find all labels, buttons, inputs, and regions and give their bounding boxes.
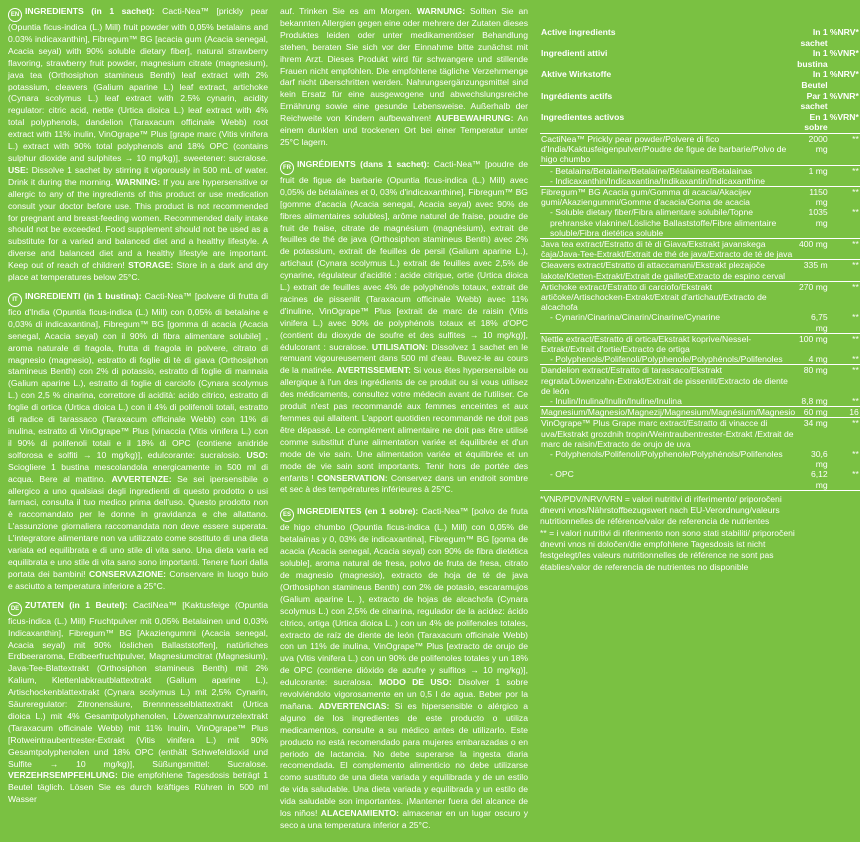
ingredient-nrv: ** [852, 186, 859, 197]
ingredient-name-text: Polyphenols/Polifenoli/Polyphenole/Polyphénols/Polifenoles [555, 354, 783, 365]
header-name: Active ingredients [541, 27, 616, 37]
header-row [540, 69, 860, 90]
ingredient-name: CactiNea™ Prickly pear powder/Polvere di fico d'India/Kaktusfeigenpulver/Poudre de figue de barbarie/Polvo de higo chumbo [540, 133, 796, 165]
ingredients-text: Cacti-Nea™ [polvo de fruta de higo chumbo (Opuntia ficus-indica (L.) Mill) con 0,05% de betalaínas y 0, 03% de indicaxantina], Fibregum™ BG [goma de acacia (Acacia senegal, Acacia seyal) con 90% de fibra dietética soluble], aroma natural de fresa, polvo de fruta de fresa, citrato de magnesio (magnesio), extracto de hoja de té de java (Orthosiphon stamineus Benth) con 2% de potasio, escaramujos (Galium aparine L. ), extracto de hojas de alcachofa (Cynara scolymus L.) con 2,5% de cinarina, regulador de la acidez: ácido cítrico, ortiga (Urtica dioica L. ) con un 4% de polifenoles totales, extracto de raíz de diente de león (Taraxacum officinale Webb) con un 11% de inulina, VinOgrape™ Plus [extracto de orujo de uva (Vitis vinifera L.) con un 90% de polifenoles totales y un 18% de OPC (contiene dióxido de azufre y sulfitos → 10 mg/kg)], edulcorante: sucralosa. [280, 506, 529, 688]
ingredient-amount [796, 176, 829, 187]
header-nrv: %NRV* [829, 69, 859, 80]
storage-text: Conservare in luogo buio e asciutto a temperatura inferiore a 25°C. [8, 568, 268, 591]
ingredient-name: Nettle extract/Estratto di ortica/Ekstrakt koprive/Nessel-Extrakt/Extrait d'ortie/Extracto de ortiga [541, 333, 752, 354]
table-subrow [540, 469, 860, 490]
ingredients-heading: INGREDIENTS (in 1 sachet): [25, 6, 155, 16]
table-row [540, 333, 860, 354]
use-label: USE: [8, 164, 29, 175]
ingredients-text: Cacti-Nea™ [polvere di frutta di fico d'India (Opuntia ficus-indica (L.) Mill) con 0,05% di betalaine e 0,03% di indicaxantina], Fibregum™ BG [gomma di acacia (Acacia senegal, Acacia seyal) con il 90% di fibra alimentare solubile] , aroma naturale di fragola, frutta di fragola in polvere, citrato di magnesio (magnesio), estratto di foglie di tè di giava (Orthosiphon stamineus Benth) con 2% di potassio, estratto di foglie di mannaia (Galium aparine L.), estratto di foglie di carciofo (Cynara scolymus L.) con 2,5 % cinarina, correttore di acidità: acido citrico, estratto di foglie di ortica (Urtica dioica L.) con il 4% di polifenoli totali, estratto di radice di tarassaco (Taraxacum officinale Webb) con 11% di inulina, estratto di VinOgrape™ Plus [vinaccia (Vitis vinifera L.) con il 90% di polifenoli totali e il 18% di OPC (contiene anidride solforosa e solfiti → 10 mg/kg)], edulcorante: sucralosio. [8, 290, 268, 460]
ingredient-nrv: ** [829, 238, 860, 259]
header-amount: En 1 sobre [796, 112, 829, 134]
ingredient-name-text: Inulin/Inulina/Inulin/Inuline/Inulina [555, 396, 682, 407]
use-text: Sciogliere 1 bustina mescolandola energicamente in 500 ml di acqua. Bere al mattino. [8, 461, 268, 484]
column-middle [280, 6, 528, 842]
table-row [540, 407, 860, 418]
ingredient-nrv: ** [829, 354, 860, 365]
storage-label: AUFBEWAHRUNG: [435, 113, 514, 124]
ingredient-amount: 30,6 mg [810, 449, 828, 470]
section-french [280, 159, 528, 496]
column-left [8, 6, 268, 813]
table-header [540, 27, 860, 133]
warning-label: WARNUNG: [416, 6, 466, 16]
column-right [540, 27, 859, 573]
ingredients-heading: INGREDIENTES (en 1 sobre): [297, 506, 419, 517]
ingredient-name-text: Polyphenols/Polifenoli/Polyphenole/Polyphénols/Polifenoles [555, 449, 783, 460]
ingredient-amount: 100 mg [799, 333, 828, 344]
table-row [540, 365, 860, 396]
ingredient-nrv: ** [829, 312, 860, 333]
ingredient-nrv: ** [829, 469, 860, 490]
use-text: Disolver 1 sobre revolviéndolo vigorosamente en un 0,5 l de agua. Beber por la mañana. [280, 677, 529, 711]
header-row [540, 48, 860, 69]
warning-label: AVVERTENZE: [111, 473, 172, 484]
ingredient-name [540, 207, 796, 238]
language-badge-es: ES [280, 508, 294, 522]
table-row [540, 133, 860, 165]
section-spanish [280, 506, 528, 832]
header-nrv: %VNR* [829, 90, 859, 101]
table-row [540, 418, 860, 449]
warning-text: Si vous êtes hypersensible ou allergique à l'un des ingrédients de ce produit ou si vous utilisez des médicaments, consultez votre médecin avant de l'utiliser. Ce produit n'est pas recommandé aux femmes enceintes et aux femmes qui allaitent. L'apport quotidien recommandé ne doit pas être dépassé. Le complément alimentaire ne doit pas être utilisé comme substitut d'une alimentation variée et équilibrée et d'un mode de vie sain. Une alimentation variée et équilibrée et un mode de vie sain sont importants. Tenir hors de portée des enfants ! [280, 365, 529, 483]
footnotes [540, 494, 795, 573]
ingredient-name-text: OPC [555, 469, 574, 480]
use-text: Die empfohlene Tagesdosis beträgt 1 Beutel täglich. Lösen Sie es durch kräftiges Rühren in 500 ml Wasser [8, 770, 268, 805]
table-row [540, 186, 860, 207]
table-body [540, 133, 860, 490]
storage-label: CONSERVATION: [317, 472, 388, 483]
ingredient-name: Fibregum™ BG Acacia gum/Gomma di acacia/Akacijev gumi/Akaziengummi/Gomme d'acacia/Goma de acacia [541, 186, 752, 208]
table-subrow [540, 312, 860, 333]
ingredient-name [540, 312, 796, 333]
table-subrow [540, 176, 860, 187]
table-row [540, 238, 860, 259]
warning-label: WARNING: [115, 176, 161, 187]
header-name: Ingredientes activos [540, 112, 796, 134]
language-badge-it: IT [8, 293, 22, 307]
dash-icon: - [550, 469, 556, 480]
table-subrow [540, 354, 860, 365]
ingredient-amount: 335 m [796, 260, 829, 281]
language-badge-en: EN [8, 8, 22, 22]
table-row [540, 281, 860, 312]
dash-icon: - [550, 449, 556, 460]
ingredient-name [540, 449, 796, 469]
use-text-continued: auf. Trinken Sie es am Morgen. [280, 6, 417, 16]
ingredients-heading: ZUTATEN (in 1 Beutel): [25, 599, 128, 610]
use-label: UTILISATION: [371, 341, 428, 352]
use-text: Dissolve 1 sachet by stirring it vigorously in 500 mL of water. Drink it during the morning. [8, 164, 268, 187]
header-nrv: %VNR* [829, 48, 859, 59]
ingredient-name-text: Indicaxanthin/Indicaxantina/Indikaxantin/Indicaxanthine [555, 175, 765, 186]
ingredient-amount: 80 mg [803, 365, 828, 376]
header-amount: In 1 sachet [800, 27, 828, 48]
header-nrv: %VRN* [829, 112, 860, 134]
storage-label: STORAGE: [128, 260, 174, 271]
use-text: Dissolvez 1 sachet en le remuant vigoureusement dans 500 ml d'eau. Buvez-le au cours de la matinée. [280, 341, 528, 376]
ingredient-nrv: ** [829, 133, 860, 165]
storage-text: almacenar en un lugar oscuro y seco a una temperatura inferior a 25°C. [280, 808, 528, 830]
ingredient-nrv: 16 [829, 407, 860, 418]
storage-text: Conservez dans un endroit sombre et sec à des températures inférieures à 25°C. [280, 472, 529, 495]
table-subrow [540, 207, 860, 238]
ingredient-amount: 60 mg [796, 407, 829, 418]
header-amount: Par 1 sachet [800, 90, 828, 112]
warning-label: ADVERTENCIAS: [318, 700, 390, 711]
section-german-continued [280, 6, 528, 149]
active-ingredients-table [540, 27, 860, 491]
ingredient-name: Dandelion extract/Estratto di tarassaco/Ekstrakt regrata/Löwenzahn-Extrakt/Extrait de pissenlit/Extracto de diente de león [541, 365, 788, 396]
ingredient-nrv: ** [829, 396, 860, 407]
language-badge-de: DE [8, 602, 22, 616]
footnote-no-nrv: ** = i valori nutritivi di riferimento non sono stati stabiliti/ priporočeni dnevni vnos ni določen/die empfohlene Tagesdosis ist nicht festgelegt/les valeurs nutritionnelles de référence ne sont pas établies/valor de referencia de nutrientes no disponible [540, 527, 795, 572]
ingredient-name: Magnesium/Magnesio/Magnezij/Magnesium/Magnésium/Magnesio [541, 407, 796, 418]
ingredients-heading: INGREDIENTI (in 1 bustina): [25, 290, 142, 301]
ingredient-nrv: ** [852, 165, 859, 176]
ingredient-amount: 34 mg [803, 418, 828, 429]
table-row [540, 260, 860, 281]
dash-icon: - [550, 165, 556, 176]
section-italian [8, 291, 268, 593]
use-label: MODO DE USO: [379, 677, 452, 688]
ingredient-name [540, 469, 796, 490]
ingredient-amount: 1035 mg [796, 207, 829, 238]
ingredient-amount: 6,12 mg [796, 469, 829, 490]
header-nrv: %NRV* [829, 27, 859, 37]
ingredient-nrv [829, 176, 860, 187]
section-german [8, 600, 268, 807]
ingredient-name: Cleavers extract/Estratto di attaccamani/Ekstrakt plezajoče lakote/Kletten-Extrakt/Extrait de gaillet/Extracto de espino cerval [540, 260, 796, 281]
ingredient-amount: 1150 mg [809, 186, 828, 208]
ingredient-nrv: ** [852, 365, 859, 376]
ingredient-amount: 6,75 mg [796, 312, 829, 333]
header-row [540, 112, 860, 134]
header-amount: In 1 Beutel [801, 69, 828, 90]
warning-text: Sollten Sie an bekannten Allergien gegen eine oder mehrere der Zutaten dieses Produktes leiden oder unter medikamentöser Behandlung stehen, beraten Sie sich vor der Einnahme bitte zunächst mit ihrem Arzt. Dieses Produkt wird für schwangere und stillende Frauen nicht empfohlen. Die empfohlene tägliche Verzehrmenge darf nicht überschritten werden. Nahrungsergänzungsmittel sind kein Ersatz für eine ausgewogene und abwechslungsreiche Ernährung sowie eine gesunde Lebensweise. Außerhalb der Reichweite von Kindern aufbewahren! [280, 6, 528, 124]
ingredient-name-text: Cynarin/Cinarina/Cinarin/Cinarine/Cynarine [555, 312, 721, 323]
ingredient-name: Java tea extract/Estratto di tè di Giava/Ekstrakt javanskega čaja/Java-Tee-Extrakt/Extrait de thé de java/Extracto de té de java [540, 238, 796, 259]
table-subrow [540, 449, 860, 469]
header-row [540, 91, 860, 112]
ingredient-name [540, 176, 796, 187]
dash-icon: - [550, 312, 556, 323]
ingredient-name-text: Soluble dietary fiber/Fibra alimentare solubile/Topne prehranske vlaknine/Lösliche Ballaststoffe/Fibre alimentaire soluble/Fibra dietética soluble [550, 207, 777, 238]
use-label: VERZEHRSEMPFEHLUNG: [8, 770, 118, 781]
ingredient-nrv: ** [852, 418, 859, 429]
language-badge-fr: FR [280, 161, 294, 175]
ingredient-nrv: ** [852, 281, 859, 292]
storage-text: Store in a dark and dry place at temperatures below 25°C. [8, 260, 268, 283]
header-name: Ingrédients actifs [541, 90, 613, 101]
ingredient-name [540, 396, 796, 407]
ingredients-text: Cacti-Nea™ [poudre de fruit de figue de barbarie (Opuntia ficus-indica (L.) Mill) avec 0,05% de bétalaïnes et 0, 03% d'indicaxanthine], Fibregum™ BG [gomme d'acacia (Acacia senegal, Acacia seyal) avec 90% de fibres alimentaires solubles], arôme naturel de fraise, poudre de fruit de fraise, citrate de magnésium (magnésium), extrait de feuilles de thé de java (Orthosiphon stamineus Benth) avec 2% de potassium, extrait de feuilles de persil (Galium aparine L.), artichaut (Cynara scolymus L.) extrait de feuilles avec 2,5% de cynarine, régulateur d'acidité : acide citrique, ortie (Urtica dioica L.) extrait de feuilles avec 4% de polyphénols totaux, extrait de racines de pissenlit (Taraxacum officinale Webb) avec 11% d'inuline, VinOgrape™ Plus [extrait de marc de raisin (Vitis vinifera L.) avec 90% de polyphénols totaux et 18% d'OPC (contient du dioxyde de soufre et des sulfites → 10 mg/kg)], édulcorant : sucralose. [280, 158, 528, 352]
dash-icon: - [550, 354, 556, 365]
ingredients-heading: INGRÉDIENTS (dans 1 sachet): [297, 158, 430, 169]
ingredient-nrv: ** [852, 333, 859, 344]
ingredient-name [540, 354, 796, 365]
warning-text: If you are hypersensitive or allergic to any of the ingredients of this product or use medication consult your doctor before use. This product is not recommended for pregnant and breast-feeding women. Recommended daily intake should not be exceeded. Food supplement should not be used as a substitute for a varied and balanced diet and a healthy lifestyle. A diverse and balanced diet and a healthy lifestyle are important. Keep out of reach of children! [8, 176, 268, 271]
storage-label: CONSERVAZIONE: [88, 568, 166, 579]
use-label: USO: [246, 449, 268, 460]
ingredient-name-text: Betalains/Betalaine/Betalaine/Bétalaines/Betalainas [555, 165, 753, 176]
ingredients-text: Cacti-Nea™ [prickly pear (Opuntia ficus-indica (L.) Mill) fruit powder with 0,05% betalains and 0.03% indicaxanthin], Fibregum™ BG [acacia gum (Acacia senegal, Acacia seyal) with 90% soluble dietary fiber], natural strawberry flavoring, strawberry fruit powder, magnesium citrate (magnesium), java tea (Orthosiphon stamineus Benth) leaf extract with 2% potassium, cleavers (Galium aparine L.) leaf extract, artichoke (Cynara scolymus L.) leaf extract with 2.5% cynarin, acidity regulator: citric acid, nettle (Urtica dioica L.) leaf extract with 4% total polyphenols, dandelion (Taraxacum officinale Webb) root extract with 11% inulin, VinOgrape™ Plus [grape marc (Vitis vinifera L.) extract with 90% total polyphenols and 18% OPC (contains sulphur dioxide and sulphites → 10 mg/kg)], sweetener: sucralose. [8, 6, 268, 163]
ingredient-amount: 4 mg [796, 354, 829, 365]
dash-icon: - [550, 175, 556, 186]
warning-text: Se sei ipersensibile o allergico a uno qualsiasi degli ingredienti di questo prodotto o usi farmaci, consulta il tuo medico prima dell'uso. Questo prodotto non è raccomandato per le donne in gravidanza e che allattano. L'assunzione giornaliera raccomandata non deve essere superata. L'integratore alimentare non va utilizzato come sostituto di una dieta variata ed equilibrata e di uno stile di vita sano. Una dieta varia ed equilibrata e uno stile di vita sano sono importanti. Tenere fuori dalla portata dei bambini! [8, 473, 268, 579]
header-row [540, 27, 860, 48]
storage-label: ALACENAMIENTO: [320, 808, 399, 819]
header-name: Aktive Wirkstoffe [541, 69, 612, 80]
dash-icon: - [550, 207, 556, 218]
section-english [8, 6, 268, 284]
dash-icon: - [550, 396, 556, 407]
warning-label: AVERTISSEMENT: [336, 365, 411, 376]
ingredient-nrv: ** [852, 449, 859, 460]
ingredient-amount: 1 mg [808, 165, 828, 176]
ingredient-nrv: ** [829, 260, 860, 281]
footnote-nrv: *VNR/PDV/NRV/VRN = valori nutritivi di riferimento/ priporočeni dnevni vnos/Nährstoffbezugswert nach EU-Verordnung/valeurs nutritionnelles de référence/valor de referencia de nutrientes [540, 493, 782, 527]
ingredients-text: CactiNea™ [Kaktusfeige (Opuntia ficus-indica (L.) Mill) Fruchtpulver mit 0,05% Betalainen und 0,03% Indicaxanthin], Fibregum™ BG [Akaziengummi (Acacia senegal, Acacia seyal) mit 90% löslichen Ballaststoffen], natürliches Erdbeeraroma, Erdbeerfruchtpulver, Magnesiumcitrat (Magnesium), Java-Tee-Blattextrakt (Orthosiphon stamineus Benth) mit 2% Kalium, Klettenlabkrautblattextrakt (Galium aparine L.), Artischockenblattextrakt (Cynara scolymus L.) mit 2,5% Cynarin, Säureregulator: Zitronensäure, Brennnesselblattextrakt (Urtica dioica L.) mit 4% Gesamtpolyphenolen, Löwenzahnwurzelextrakt (Taraxacum officinale Webb) mit 11% Inulin, VinOgrape™ Plus [Rotweintraubentrester-Extrakt (Vitis vinifera L.) mit 90% Gesamtpolyphenolen und 18% OPC (enthält Schwefeldioxid und Sulfite → 10 mg/kg)], Süßungsmittel: Sucralose. [8, 599, 268, 769]
storage-text: An einem dunklen und trockenen Ort bei einer Temperatur unter 25°C lagern. [280, 113, 528, 147]
ingredient-amount: 8,8 mg [796, 396, 829, 407]
ingredient-amount: 2000 mg [796, 133, 829, 165]
ingredient-amount: 400 mg [796, 238, 829, 259]
ingredient-amount: 270 mg [799, 281, 828, 292]
ingredient-name: Artichoke extract/Estratto di carciofo/Ekstrakt artičoke/Artischocken-Extrakt/Extrait d'artichaut/Extracto de alcachofa [541, 281, 767, 313]
table-subrow [540, 396, 860, 407]
header-amount: In 1 bustina [797, 48, 828, 69]
header-name: Ingredienti attivi [541, 48, 608, 59]
ingredient-name: VinOgrape™ Plus Grape marc extract/Estratto di vinacce di uva/Ekstrakt grozdnih tropin/Weintraubentrester-Extrakt /Extrait de marc de raisin/Extracto de orujo de uva [541, 418, 794, 449]
warning-text: Si es hipersensible o alérgico a alguno de los ingredientes de este producto o utiliza medicamentos, consulte a su médico antes de utilizarlo. Este producto no está recomendado para mujeres embarazadas o en periodo de lactancia. No debe superarse la ingesta diaria recomendada. El complemento alimenticio no debe utilizarse como sustituto de una dieta variada y equilibrada y de un estilo de vida saludable. Una dieta variada y equilibrada y un estilo de vida saludable son importantes. ¡Mantener fuera del alcance de los niños! [280, 700, 528, 819]
ingredient-nrv: ** [829, 207, 860, 238]
ingredient-name [540, 165, 796, 176]
table-subrow [540, 165, 860, 176]
